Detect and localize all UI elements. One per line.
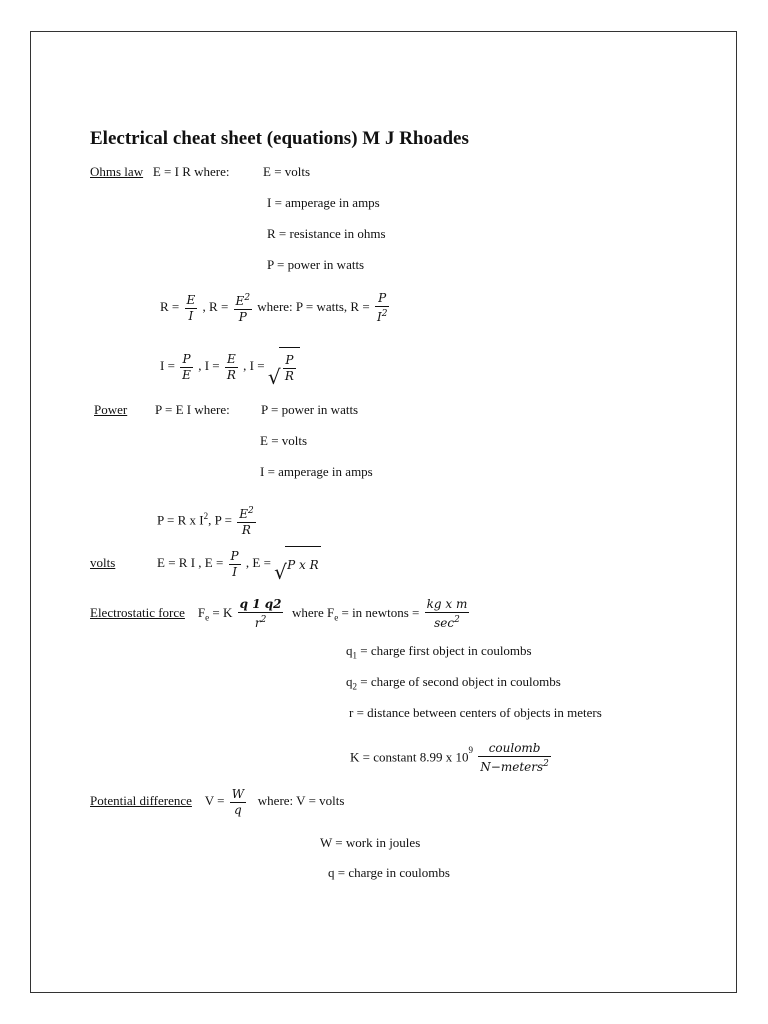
volts-section: [90, 545, 115, 581]
ohms-law-section: [90, 164, 230, 180]
ohms-def-volts: E = volts: [263, 164, 311, 179]
q1-definition: $q_1$ = charge first object in coulombs: [346, 643, 532, 661]
r-definition: r = distance between centers of objects in meters: [349, 705, 602, 720]
power-equation: P = E I where:: [155, 402, 230, 417]
power-def-power: P = power in watts: [261, 402, 359, 417]
volts-formulas: E = R I , E = $\frac{P}{I}$ , E = √ P x R: [157, 545, 321, 583]
ohms-i-formulas: I = $\frac{P}{E}$ , I = $\frac{E}{R}$ , I = √ $\frac{P}{R}$: [160, 346, 300, 388]
potential-label: Potential difference: [90, 793, 192, 808]
power-formulas: P = R x $I^2$, P = $\frac{E^2}{R}$: [157, 506, 254, 538]
q2-definition: $q_2$ = charge of second object in coulombs: [346, 674, 561, 692]
ohms-law-equation: E = I R where:: [152, 164, 230, 179]
w-definition: W = work in joules: [320, 835, 421, 850]
ohms-def-power: P = power in watts: [267, 257, 365, 272]
power-def-volts: E = volts: [260, 433, 308, 448]
electrostatic-label: Electrostatic force: [90, 605, 185, 620]
ohms-def-amperage: I = amperage in amps: [267, 195, 380, 210]
volts-label: volts: [90, 555, 116, 570]
power-section: [94, 402, 127, 418]
page-title: Electrical cheat sheet (equations) M J Rhoades: [90, 128, 469, 149]
power-label: Power: [94, 402, 128, 417]
power-def-amperage: I = amperage in amps: [260, 464, 373, 479]
potential-section: Potential difference V = $\frac{W}{q}$ where: V = volts: [90, 786, 345, 817]
k-definition: K = constant 8.99 x $10^9$ $\frac{\text{coulomb}}{N-meters^2}$: [350, 741, 549, 775]
ohms-r-formulas: R = $\frac{E}{I}$ , R = $\frac{E^2}{P}$ where: P = watts, R = $\frac{P}{I^2}$: [160, 291, 388, 325]
ohms-law-label: Ohms law: [90, 164, 144, 179]
q-definition: q = charge in coulombs: [328, 865, 450, 880]
ohms-def-resistance: R = resistance in ohms: [267, 226, 386, 241]
sqrt-symbol: √ $\frac{P}{R}$: [268, 347, 300, 388]
electrostatic-section: Electrostatic force $F_e = K$ $\frac{q 1 q2}{r^2}$ where $F_e$ = in newtons = $\frac{\text{kg x m}}{\sec^2}$: [90, 597, 468, 631]
